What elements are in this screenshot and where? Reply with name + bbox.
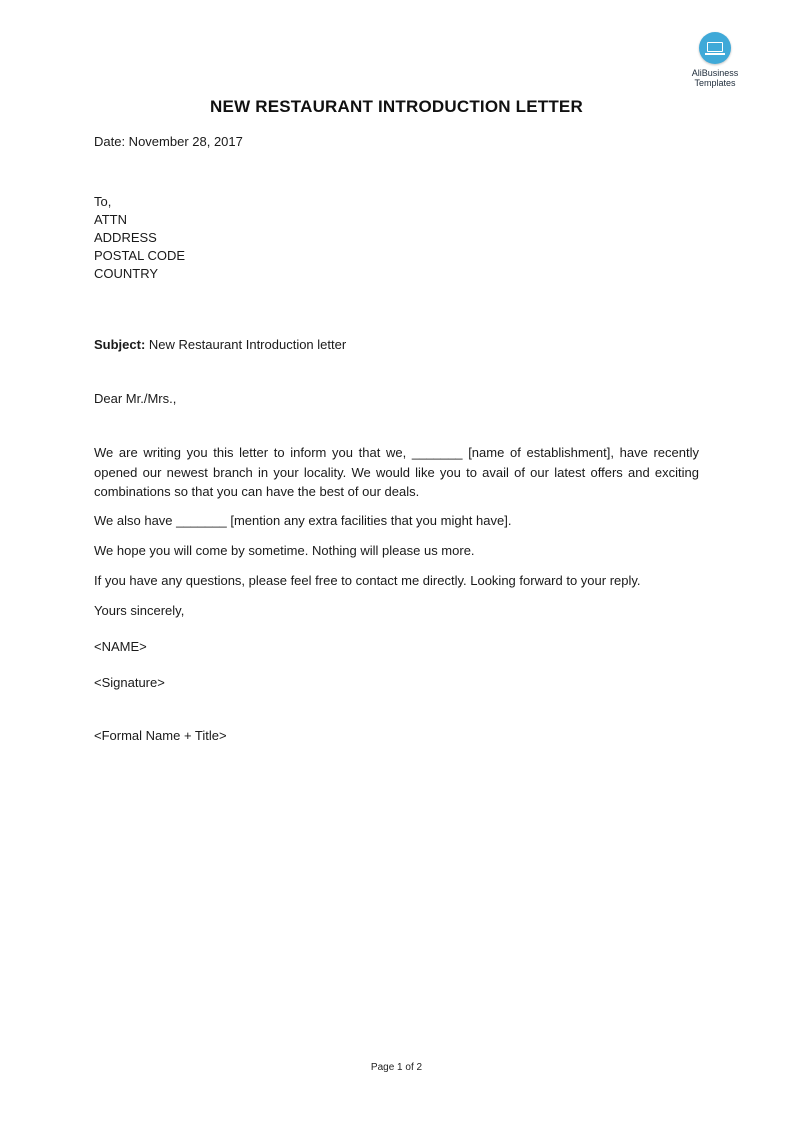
letter-title: NEW RESTAURANT INTRODUCTION LETTER	[210, 97, 583, 116]
formal-name-placeholder: <Formal Name + Title>	[94, 728, 227, 743]
salutation: Dear Mr./Mrs.,	[94, 391, 177, 406]
address-line-to: To,	[94, 194, 112, 209]
subject-label: Subject:	[94, 337, 146, 352]
body-paragraph-3: We hope you will come by sometime. Nothing will please us more.	[94, 543, 475, 558]
address-line-address: ADDRESS	[94, 230, 157, 245]
closing: Yours sincerely,	[94, 603, 185, 618]
name-placeholder: <NAME>	[94, 639, 147, 654]
body-paragraph-1: We are writing you this letter to inform you that we, _______ [name of establishment], have recently opened our newest branch in your locality. We would like you to avail of our latest offers and exciting combinations so that you can have the best of our deals.	[94, 445, 699, 499]
logo-text-line1: AliBusiness	[691, 68, 739, 78]
address-line-country: COUNTRY	[94, 266, 159, 281]
logo-text-line2: Templates	[694, 78, 736, 88]
signature-placeholder: <Signature>	[94, 675, 165, 690]
page-number: Page 1 of 2	[370, 1062, 423, 1073]
brand-logo	[676, 32, 754, 88]
body-paragraph-4: If you have any questions, please feel free to contact me directly. Looking forward to your reply.	[94, 573, 641, 588]
laptop-icon	[699, 32, 731, 64]
body-paragraph-2: We also have _______ [mention any extra facilities that you might have].	[94, 513, 512, 528]
subject-line	[94, 336, 346, 354]
subject-text: New Restaurant Introduction letter	[145, 337, 347, 352]
address-line-attn: ATTN	[94, 212, 127, 227]
address-line-postal: POSTAL CODE	[94, 248, 186, 263]
date-line: Date: November 28, 2017	[94, 134, 243, 149]
